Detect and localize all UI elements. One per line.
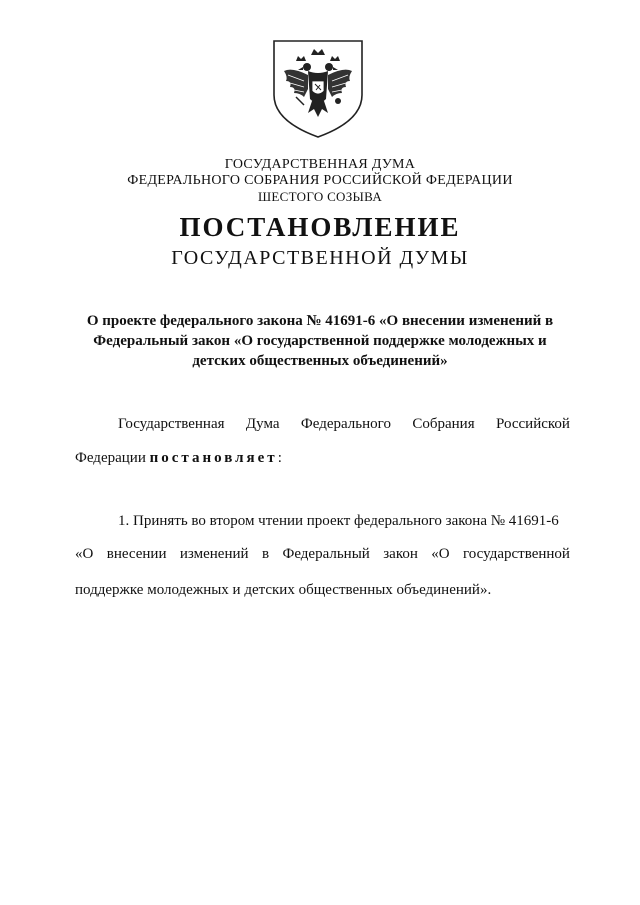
item-1-line-1: 1. Принять во втором чтении проект федерального закона № 41691-6: [118, 513, 559, 529]
item-word: Федеральный: [282, 546, 370, 562]
item-word: изменений: [179, 546, 249, 562]
item-word: внесении: [106, 546, 167, 562]
item-word: в: [261, 546, 270, 562]
item-word: «О: [75, 546, 94, 562]
convocation-line: ШЕСТОГО СОЗЫВА: [257, 189, 383, 204]
document-issuer: ГОСУДАРСТВЕННОЙ ДУМЫ: [171, 247, 469, 269]
item-word: закон: [383, 546, 418, 562]
item-1-line-2: [75, 544, 570, 564]
preamble-decree-word: постановляет: [149, 450, 278, 466]
preamble-word: Федерального: [300, 416, 391, 432]
item-word: «О: [431, 546, 450, 562]
organization-name-line-1: ГОСУДАРСТВЕННАЯ ДУМА: [224, 157, 416, 172]
preamble-word: Российской: [496, 416, 570, 432]
preamble-word: Дума: [245, 416, 280, 432]
organization-name-line-2: ФЕДЕРАЛЬНОГО СОБРАНИЯ РОССИЙСКОЙ ФЕДЕРАЦИИ: [127, 173, 513, 188]
subject-line: О проекте федерального закона № 41691-6 «О внесении изменений в: [86, 313, 554, 329]
subject-line: Федеральный закон «О государственной поддержке молодежных и: [93, 333, 547, 349]
preamble-line-2: [75, 448, 282, 468]
preamble-word: Государственная: [118, 416, 225, 432]
preamble-word: Собрания: [412, 416, 475, 432]
item-1-line-3: поддержке молодежных и детских общественных объединений».: [75, 582, 492, 598]
document-type-title: ПОСТАНОВЛЕНИЕ: [179, 212, 461, 242]
resolution-subject: [70, 311, 570, 371]
russian-coat-of-arms-icon: [270, 37, 366, 141]
item-word: государственной: [463, 546, 570, 562]
preamble-text: Федерации: [75, 450, 150, 466]
preamble-colon: :: [277, 450, 282, 466]
subject-line: детских общественных объединений»: [192, 353, 448, 369]
preamble-line-1: [118, 414, 570, 434]
